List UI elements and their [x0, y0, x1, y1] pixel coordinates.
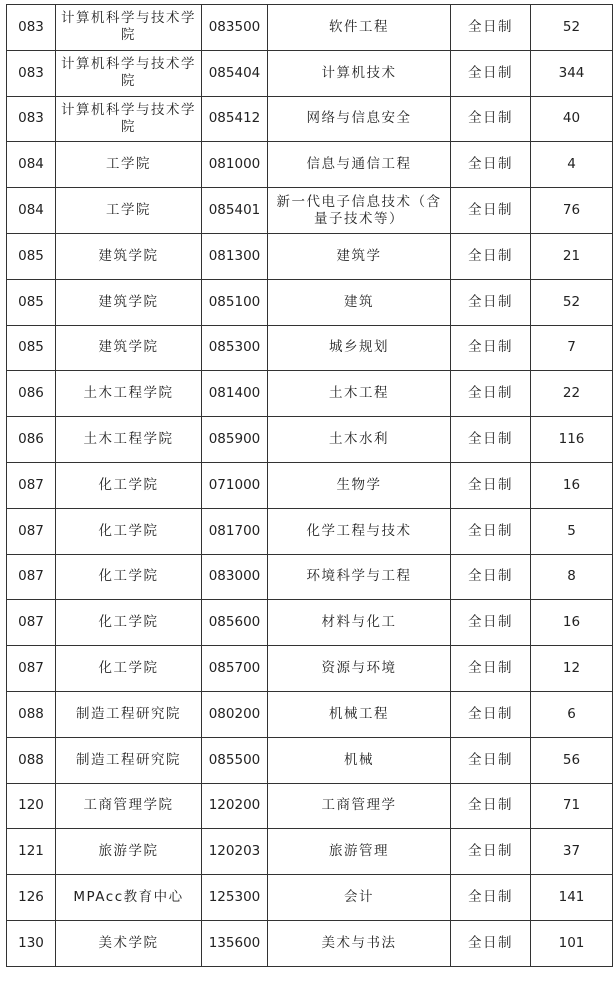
quota-cell: 40 — [531, 96, 613, 142]
study-mode-cell: 全日制 — [451, 783, 531, 829]
major-name-cell: 土木水利 — [268, 417, 451, 463]
dept-code-cell: 087 — [7, 646, 56, 692]
quota-cell: 52 — [531, 5, 613, 51]
dept-name-cell: 建筑学院 — [56, 279, 202, 325]
major-name-cell: 土木工程 — [268, 371, 451, 417]
major-code-cell: 083500 — [202, 5, 268, 51]
quota-cell: 5 — [531, 508, 613, 554]
major-code-cell: 080200 — [202, 691, 268, 737]
table-row — [7, 188, 613, 234]
dept-name-cell: 化工学院 — [56, 646, 202, 692]
dept-code-cell: 121 — [7, 829, 56, 875]
quota-cell: 6 — [531, 691, 613, 737]
study-mode-cell: 全日制 — [451, 233, 531, 279]
dept-name-cell: 化工学院 — [56, 462, 202, 508]
dept-name-cell: 土木工程学院 — [56, 417, 202, 463]
quota-cell: 116 — [531, 417, 613, 463]
major-name-cell: 计算机技术 — [268, 50, 451, 96]
dept-name-cell: 工学院 — [56, 188, 202, 234]
table-row — [7, 142, 613, 188]
study-mode-cell: 全日制 — [451, 920, 531, 966]
quota-cell: 344 — [531, 50, 613, 96]
major-name-cell: 资源与环境 — [268, 646, 451, 692]
study-mode-cell: 全日制 — [451, 462, 531, 508]
study-mode-cell: 全日制 — [451, 691, 531, 737]
dept-code-cell: 084 — [7, 188, 56, 234]
study-mode-cell: 全日制 — [451, 417, 531, 463]
major-code-cell: 085100 — [202, 279, 268, 325]
dept-name-cell: 化工学院 — [56, 554, 202, 600]
dept-code-cell: 087 — [7, 554, 56, 600]
table-row — [7, 233, 613, 279]
table-row — [7, 96, 613, 142]
study-mode-cell: 全日制 — [451, 737, 531, 783]
quota-cell: 52 — [531, 279, 613, 325]
study-mode-cell: 全日制 — [451, 554, 531, 600]
major-name-cell: 新一代电子信息技术（含量子技术等） — [268, 188, 451, 234]
quota-cell: 12 — [531, 646, 613, 692]
table-body — [7, 5, 613, 967]
dept-name-cell: 旅游学院 — [56, 829, 202, 875]
major-name-cell: 城乡规划 — [268, 325, 451, 371]
major-code-cell: 081000 — [202, 142, 268, 188]
major-name-cell: 建筑 — [268, 279, 451, 325]
quota-cell: 4 — [531, 142, 613, 188]
major-code-cell: 083000 — [202, 554, 268, 600]
dept-name-cell: 计算机科学与技术学院 — [56, 96, 202, 142]
study-mode-cell: 全日制 — [451, 279, 531, 325]
study-mode-cell: 全日制 — [451, 829, 531, 875]
major-code-cell: 085900 — [202, 417, 268, 463]
dept-name-cell: 化工学院 — [56, 600, 202, 646]
dept-name-cell: 工商管理学院 — [56, 783, 202, 829]
dept-name-cell: 美术学院 — [56, 920, 202, 966]
dept-code-cell: 088 — [7, 691, 56, 737]
dept-code-cell: 126 — [7, 875, 56, 921]
study-mode-cell: 全日制 — [451, 50, 531, 96]
quota-cell: 16 — [531, 600, 613, 646]
dept-name-cell: 建筑学院 — [56, 233, 202, 279]
study-mode-cell: 全日制 — [451, 142, 531, 188]
quota-cell: 8 — [531, 554, 613, 600]
major-name-cell: 会计 — [268, 875, 451, 921]
quota-cell: 22 — [531, 371, 613, 417]
dept-code-cell: 085 — [7, 325, 56, 371]
dept-name-cell: 计算机科学与技术学院 — [56, 5, 202, 51]
dept-code-cell: 086 — [7, 371, 56, 417]
major-name-cell: 旅游管理 — [268, 829, 451, 875]
dept-code-cell: 085 — [7, 233, 56, 279]
dept-name-cell: 工学院 — [56, 142, 202, 188]
dept-code-cell: 088 — [7, 737, 56, 783]
major-name-cell: 美术与书法 — [268, 920, 451, 966]
table-row — [7, 325, 613, 371]
quota-cell: 101 — [531, 920, 613, 966]
major-code-cell: 085300 — [202, 325, 268, 371]
table-row — [7, 646, 613, 692]
table-row — [7, 279, 613, 325]
major-name-cell: 化学工程与技术 — [268, 508, 451, 554]
major-name-cell: 建筑学 — [268, 233, 451, 279]
study-mode-cell: 全日制 — [451, 371, 531, 417]
major-code-cell: 125300 — [202, 875, 268, 921]
table-row — [7, 737, 613, 783]
dept-name-cell: 土木工程学院 — [56, 371, 202, 417]
quota-cell: 76 — [531, 188, 613, 234]
table-row — [7, 554, 613, 600]
table-row — [7, 920, 613, 966]
table-row — [7, 417, 613, 463]
quota-cell: 37 — [531, 829, 613, 875]
major-code-cell: 085500 — [202, 737, 268, 783]
dept-name-cell: 建筑学院 — [56, 325, 202, 371]
study-mode-cell: 全日制 — [451, 646, 531, 692]
quota-cell: 71 — [531, 783, 613, 829]
table-row — [7, 508, 613, 554]
study-mode-cell: 全日制 — [451, 325, 531, 371]
dept-code-cell: 130 — [7, 920, 56, 966]
major-code-cell: 085401 — [202, 188, 268, 234]
major-name-cell: 软件工程 — [268, 5, 451, 51]
dept-code-cell: 087 — [7, 462, 56, 508]
major-code-cell: 085412 — [202, 96, 268, 142]
major-code-cell: 120203 — [202, 829, 268, 875]
dept-code-cell: 083 — [7, 96, 56, 142]
major-name-cell: 网络与信息安全 — [268, 96, 451, 142]
quota-cell: 56 — [531, 737, 613, 783]
study-mode-cell: 全日制 — [451, 188, 531, 234]
dept-code-cell: 086 — [7, 417, 56, 463]
dept-name-cell: MPAcc教育中心 — [56, 875, 202, 921]
major-name-cell: 信息与通信工程 — [268, 142, 451, 188]
table-row — [7, 50, 613, 96]
table-row — [7, 829, 613, 875]
dept-code-cell: 083 — [7, 5, 56, 51]
quota-cell: 7 — [531, 325, 613, 371]
dept-name-cell: 制造工程研究院 — [56, 737, 202, 783]
dept-name-cell: 制造工程研究院 — [56, 691, 202, 737]
quota-cell: 16 — [531, 462, 613, 508]
study-mode-cell: 全日制 — [451, 96, 531, 142]
study-mode-cell: 全日制 — [451, 600, 531, 646]
dept-code-cell: 084 — [7, 142, 56, 188]
enrollment-table — [6, 4, 613, 967]
quota-cell: 21 — [531, 233, 613, 279]
major-code-cell: 081300 — [202, 233, 268, 279]
major-code-cell: 135600 — [202, 920, 268, 966]
dept-code-cell: 087 — [7, 508, 56, 554]
major-name-cell: 生物学 — [268, 462, 451, 508]
major-name-cell: 环境科学与工程 — [268, 554, 451, 600]
dept-name-cell: 化工学院 — [56, 508, 202, 554]
quota-cell: 141 — [531, 875, 613, 921]
major-code-cell: 085600 — [202, 600, 268, 646]
table-row — [7, 783, 613, 829]
study-mode-cell: 全日制 — [451, 875, 531, 921]
dept-code-cell: 083 — [7, 50, 56, 96]
study-mode-cell: 全日制 — [451, 5, 531, 51]
table-row — [7, 875, 613, 921]
dept-code-cell: 085 — [7, 279, 56, 325]
table-row — [7, 371, 613, 417]
major-name-cell: 材料与化工 — [268, 600, 451, 646]
dept-code-cell: 087 — [7, 600, 56, 646]
major-code-cell: 081400 — [202, 371, 268, 417]
major-code-cell: 120200 — [202, 783, 268, 829]
table-row — [7, 5, 613, 51]
major-code-cell: 081700 — [202, 508, 268, 554]
major-name-cell: 机械 — [268, 737, 451, 783]
major-code-cell: 085404 — [202, 50, 268, 96]
table-row — [7, 691, 613, 737]
major-code-cell: 071000 — [202, 462, 268, 508]
dept-name-cell: 计算机科学与技术学院 — [56, 50, 202, 96]
study-mode-cell: 全日制 — [451, 508, 531, 554]
major-name-cell: 工商管理学 — [268, 783, 451, 829]
table-row — [7, 462, 613, 508]
major-code-cell: 085700 — [202, 646, 268, 692]
dept-code-cell: 120 — [7, 783, 56, 829]
table-row — [7, 600, 613, 646]
major-name-cell: 机械工程 — [268, 691, 451, 737]
